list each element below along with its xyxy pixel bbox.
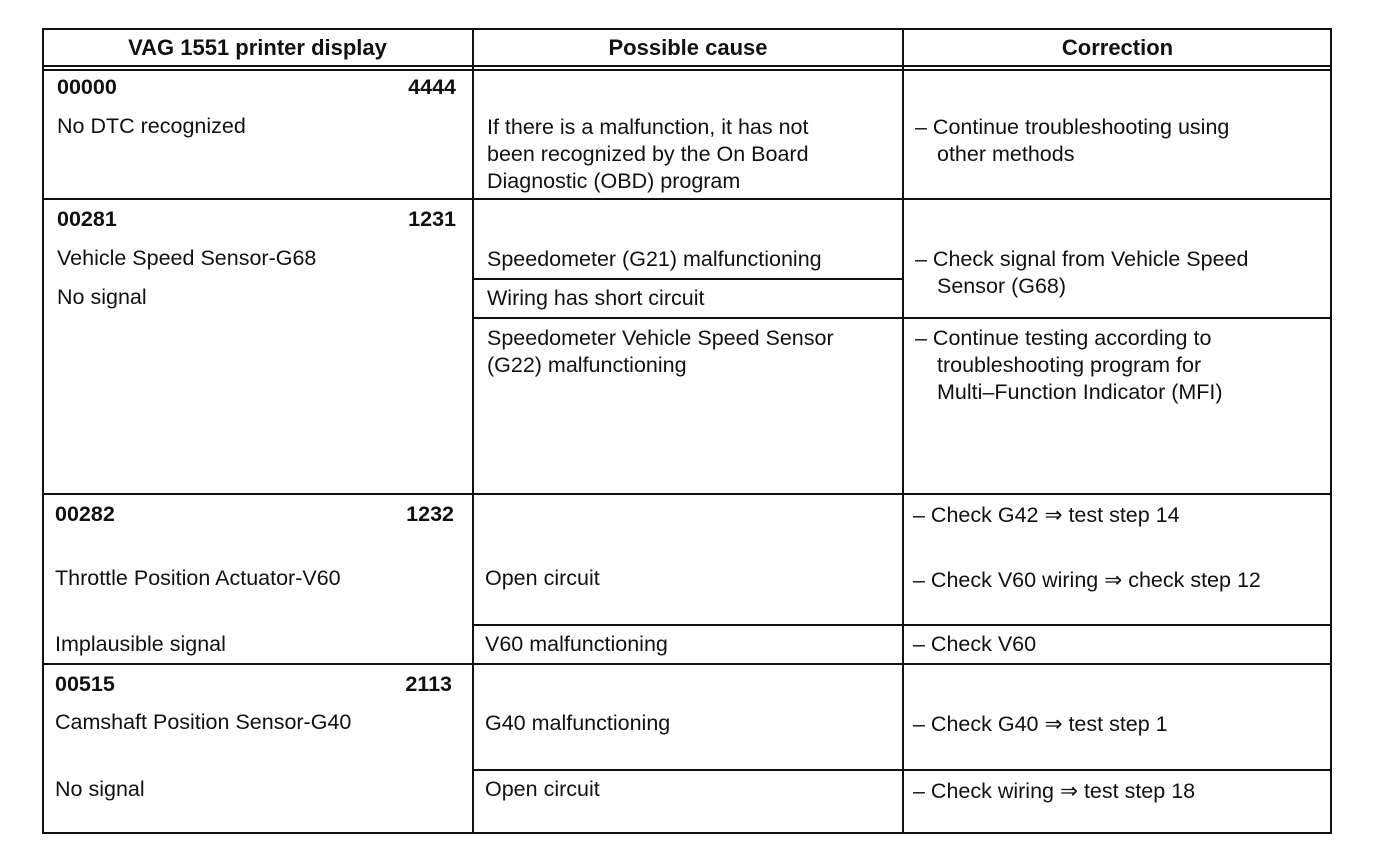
cause-line: If there is a malfunction, it has not [487,115,809,139]
cause-line: been recognized by the On Board [487,142,809,166]
correction-line: – Continue troubleshooting using [915,115,1230,139]
cause-line: Open circuit [485,777,600,801]
correction-line: – Check V60 wiring ⇒ check step 12 [913,568,1261,592]
correction-line: – Check wiring ⇒ test step 18 [913,779,1196,803]
dtc-code: 00515 [55,672,115,696]
dtc-code: 00282 [55,502,115,526]
blink-code: 4444 [408,75,456,99]
cause-line: Wiring has short circuit [487,286,705,310]
blink-code: 1231 [408,207,456,231]
dtc-status: No signal [55,777,145,801]
dtc-name: Throttle Position Actuator-V60 [55,566,341,590]
cause-line: (G22) malfunctioning [487,353,687,377]
cause-line: Diagnostic (OBD) program [487,169,741,193]
header-printer-display: VAG 1551 printer display [128,35,387,60]
correction-line: – Check G40 ⇒ test step 1 [913,712,1168,736]
correction-line: Multi–Function Indicator (MFI) [937,380,1223,404]
cause-line: Speedometer (G21) malfunctioning [487,247,822,271]
correction-line: – Check G42 ⇒ test step 14 [913,503,1180,527]
header-possible-cause: Possible cause [608,35,768,60]
dtc-table [42,28,1332,834]
dtc-name: Vehicle Speed Sensor-G68 [57,246,317,270]
cause-line: G40 malfunctioning [485,711,671,735]
dtc-name: Camshaft Position Sensor-G40 [55,710,352,734]
correction-line: – Check V60 [913,632,1037,656]
cause-line: V60 malfunctioning [485,632,668,656]
dtc-code: 00281 [57,207,117,231]
correction-line: – Check signal from Vehicle Speed [915,247,1249,271]
dtc-status: Implausible signal [55,632,226,656]
correction-line: – Continue testing according to [915,326,1212,350]
blink-code: 2113 [405,672,452,696]
correction-line: troubleshooting program for [937,353,1202,377]
cause-line: Speedometer Vehicle Speed Sensor [487,326,834,350]
dtc-name: No DTC recognized [57,114,246,138]
dtc-code: 00000 [57,75,117,99]
dtc-status: No signal [57,285,147,309]
header-correction: Correction [1061,35,1174,60]
cause-line: Open circuit [485,566,600,590]
correction-line: other methods [937,142,1075,166]
blink-code: 1232 [406,502,454,526]
correction-line: Sensor (G68) [937,274,1067,298]
